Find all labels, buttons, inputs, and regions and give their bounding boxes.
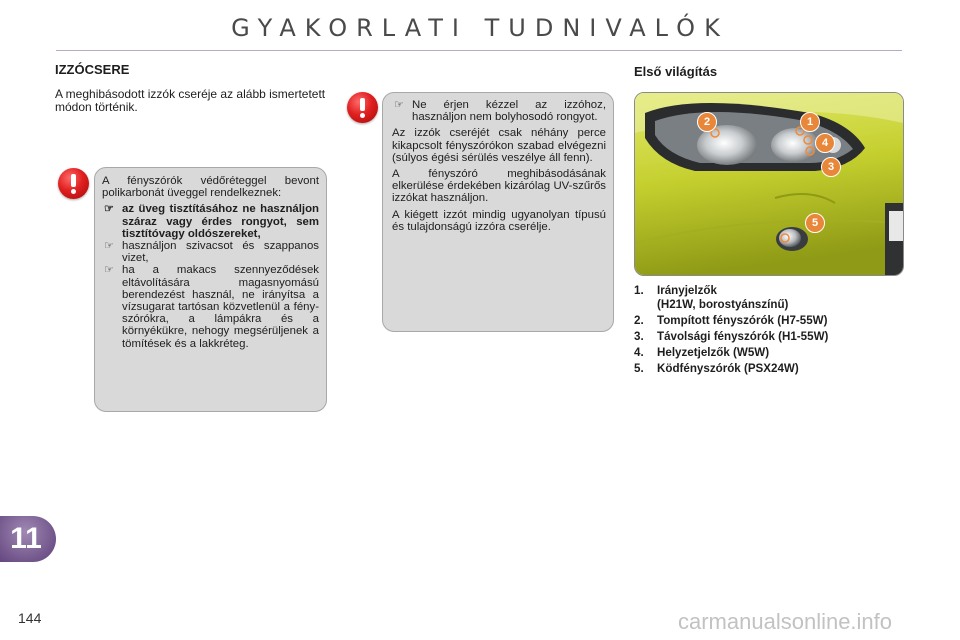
legend-text: Tompított fényszórók (H7-55W) <box>657 314 828 327</box>
legend-text: Helyzetjelzők (W5W) <box>657 346 770 359</box>
legend-item <box>634 314 904 328</box>
legend-text: Irányjelzők <box>657 284 717 297</box>
warning-box-bulb-handling <box>382 92 614 332</box>
warning-bullet <box>102 203 319 240</box>
bullet-text: Ne érjen kézzel az izzóhoz, használjon nem bolyhosodó rongyot. <box>412 99 606 124</box>
legend-text: Távolsági fényszórók (H1-55W) <box>657 330 829 343</box>
legend-item <box>634 362 904 376</box>
warning-paragraph: Az izzók cseréjét csak néhány perce kikapcsolt fényszórókon szabad elvégezni (súlyos égési sérülés veszélye áll fenn). <box>392 127 606 164</box>
marker-3: 3 <box>821 157 841 177</box>
legend-item <box>634 346 904 360</box>
legend-text: Ködfényszórók (PSX24W) <box>657 362 799 375</box>
marker-1: 1 <box>800 112 820 132</box>
legend-number: 3. <box>634 330 644 343</box>
bullet-text: használjon szivacsot és szappanos vizet, <box>122 240 319 265</box>
warning-icon-middle <box>347 92 378 123</box>
legend-number: 5. <box>634 362 644 375</box>
section-title-front-lighting: Első világítás <box>634 64 718 79</box>
chapter-tab: 11 <box>0 516 56 562</box>
hand-pointer-icon: ☞ <box>104 240 114 253</box>
exclamation-icon <box>71 174 76 187</box>
header-divider <box>56 50 902 51</box>
legend-item <box>634 284 904 312</box>
hand-pointer-icon: ☞ <box>394 99 404 111</box>
page-number: 144 <box>18 610 42 626</box>
warning-box-headlamp-care <box>94 167 327 412</box>
exclamation-dot <box>71 189 76 194</box>
legend-item <box>634 330 904 344</box>
warning-bullet <box>102 240 319 264</box>
legend-number: 2. <box>634 314 644 327</box>
warning-paragraph: A kiégett izzót mindig ugyanolyan típusú és tulajdonságú izzóra cserélje. <box>392 208 606 233</box>
watermark: carmanualsonline.info <box>678 609 893 634</box>
section-title-bulb-replacement: IZZÓCSERE <box>55 62 130 77</box>
car-headlamp-illustration <box>635 93 903 275</box>
marker-2: 2 <box>697 112 717 132</box>
legend-number: 1. <box>634 284 644 297</box>
hand-pointer-icon: ☞ <box>104 264 114 277</box>
warning-paragraph: A fényszóró meghibásodásának elkerülése érdekében kizárólag UV-szűrős izzókat használjon. <box>392 168 606 205</box>
marker-5: 5 <box>805 213 825 233</box>
warning-bullet <box>392 99 606 123</box>
page-header-title: GYAKORLATI TUDNIVALÓK <box>231 14 729 42</box>
warning-bullet <box>102 264 319 349</box>
exclamation-dot <box>360 113 365 118</box>
intro-text: A meghibásodott izzók cseréje az alább ismertetett módon történik. <box>55 87 326 114</box>
legend-number: 4. <box>634 346 644 359</box>
bulb-legend <box>634 284 904 378</box>
legend-subtext: (H21W, borostyánszínű) <box>657 298 789 311</box>
exclamation-icon <box>360 98 365 111</box>
headlamp-photo <box>634 92 904 276</box>
warning-icon-left <box>58 168 89 199</box>
bullet-text: az üveg tisztításához ne használjon száraz vagy érdes rongyot, sem tisztítóvagy oldószereket, <box>122 203 319 240</box>
warning-intro: A fényszórók védőréteggel bevont polikarbonát üveggel rendelkeznek: <box>102 175 319 200</box>
marker-4: 4 <box>815 133 835 153</box>
bullet-text: ha a makacs szennyeződések eltávolítására magasnyomású berendezést használ, ne irányítsa a vízsugarat tartósan közvetlenül a fényszórókra, a lámpákra és a környékükre, nehogy megsérüljenek a tömítések és a lakkréteg. <box>122 264 319 350</box>
hand-pointer-icon: ☞ <box>104 203 114 216</box>
